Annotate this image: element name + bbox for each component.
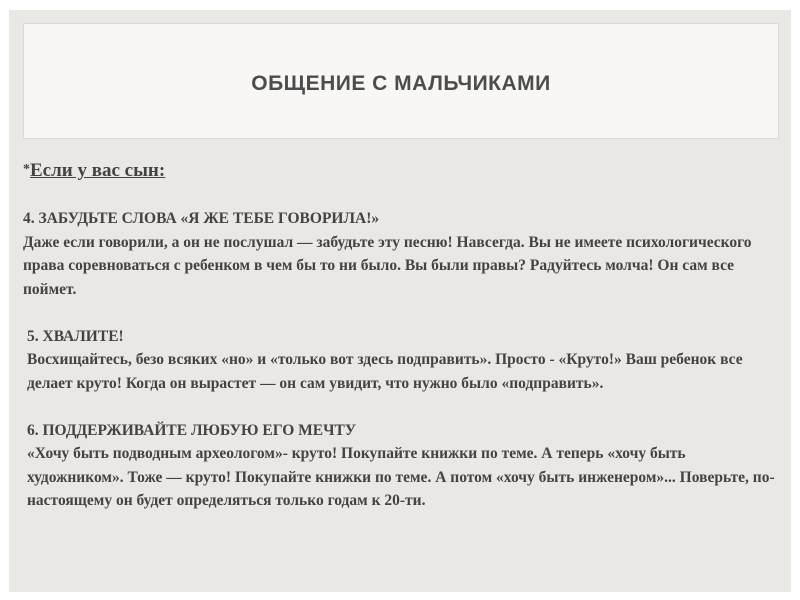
intro-line <box>23 158 783 183</box>
slide-title: ОБЩЕНИЕ С МАЛЬЧИКАМИ <box>251 72 551 95</box>
section-6 <box>23 419 783 513</box>
bullet-icon: * <box>23 162 30 177</box>
section-heading: 6. ПОДДЕРЖИВАЙТЕ ЛЮБУЮ ЕГО МЕЧТУ <box>27 421 357 439</box>
section-body: «Хочу быть подводным археологом»- круто! Покупайте книжки по теме. А теперь «хочу быть художником». Тоже — круто! Покупайте книжки по теме. А потом «хочу быть инженером»... Поверьте, по-настоящему он будет определяться только годам к 20-ти. <box>27 445 775 509</box>
section-heading: 5. ХВАЛИТЕ! <box>27 327 124 345</box>
section-body: Даже если говорили, а он не послушал — забудьте эту песню! Навсегда. Вы не имеете психологического права соревноваться с ребенком в чем бы то ни было. Вы были правы? Радуйтесь молча! Он сам все поймет. <box>23 233 752 298</box>
section-heading: 4. ЗАБУДЬТЕ СЛОВА «Я ЖЕ ТЕБЕ ГОВОРИЛА!» <box>23 210 380 227</box>
section-4 <box>23 207 783 301</box>
slide-content <box>23 158 783 513</box>
intro-text: Если у вас сын: <box>30 160 166 181</box>
section-body: Восхищайтесь, безо всяких «но» и «только вот здесь подправить». Просто - «Круто!» Ваш ребенок все делает круто! Когда он вырастет — он сам увидит, что нужно было «подправить». <box>27 351 743 392</box>
slide <box>9 10 791 592</box>
title-box <box>23 23 779 139</box>
section-5 <box>23 325 783 396</box>
